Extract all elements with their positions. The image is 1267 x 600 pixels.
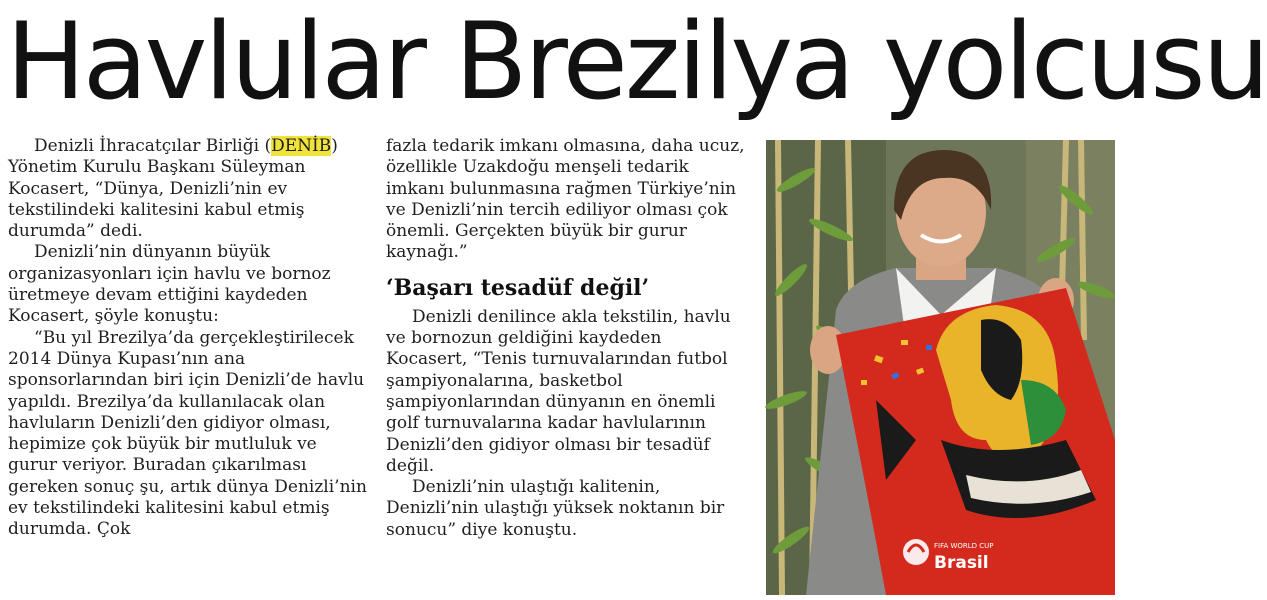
headline: Havlular Brezilya yolcusu xyxy=(6,0,1267,123)
article-column-1 xyxy=(8,136,370,541)
quote-paragraph: “Bu yıl Brezilya’da gerçekleştirilecek 2014 Dünya Kupası’nın ana sponsorlarından biri için Denizli’de havlu yapıldı. Brezilya’da kullanılacak olan havluların Denizli’den gidiyor olması, hepimize çok büyük bir mutluluk ve gurur veriyor. Buradan çıkarılması gereken sonuç şu, artık dünya Denizli’nin ev tekstilindeki kalitesini kabul etmiş durumda. Çok xyxy=(8,327,367,540)
news-photo xyxy=(766,140,1115,595)
svg-text:Brasil: Brasil xyxy=(934,553,989,573)
paragraph: Denizli’nin dünyanın büyük organizasyonları için havlu ve bornoz üretmeye devam ettiğini kaydeden Kocasert, şöyle konuştu: xyxy=(8,242,331,327)
paragraph: Denizli denilince akla tekstilin, havlu ve bornozun geldiğini kaydeden Kocasert, “Tenis turnuvalarından futbol şampiyonalarına, basketbol şampiyonlarından dünyanın en önemli golf turnuvalarına kadar havlularının Denizli’den gidiyor olması bir tesadüf değil. xyxy=(386,306,731,476)
quote-continuation: fazla tedarik imkanı olmasına, daha ucuz, özellikle Uzakdoğu menşeli tedarik imkanı bulunmasına rağmen Türkiye’nin ve Denizli’nin tercih ediliyor olması çok önemli. Gerçekten büyük bir gurur kaynağı.” xyxy=(386,136,745,263)
svg-text:FIFA WORLD CUP: FIFA WORLD CUP xyxy=(934,542,994,550)
paragraph-intro: Denizli İhracatçılar Birliği (DENİB) Yönetim Kurulu Başkanı Süleyman Kocasert, “Dünya, Denizli’nin ev tekstilindeki kalitesini kabul etmiş durumda” dedi. xyxy=(8,136,338,242)
paragraph: Denizli’nin ulaştığı kalitenin, Denizli’nin ulaştığı yüksek noktanın bir sonucu” diye konuştu. xyxy=(386,477,725,540)
article-column-2 xyxy=(386,136,748,541)
highlighted-text: DENİB xyxy=(271,136,332,156)
subheading: ‘Başarı tesadüf değil’ xyxy=(386,274,650,301)
